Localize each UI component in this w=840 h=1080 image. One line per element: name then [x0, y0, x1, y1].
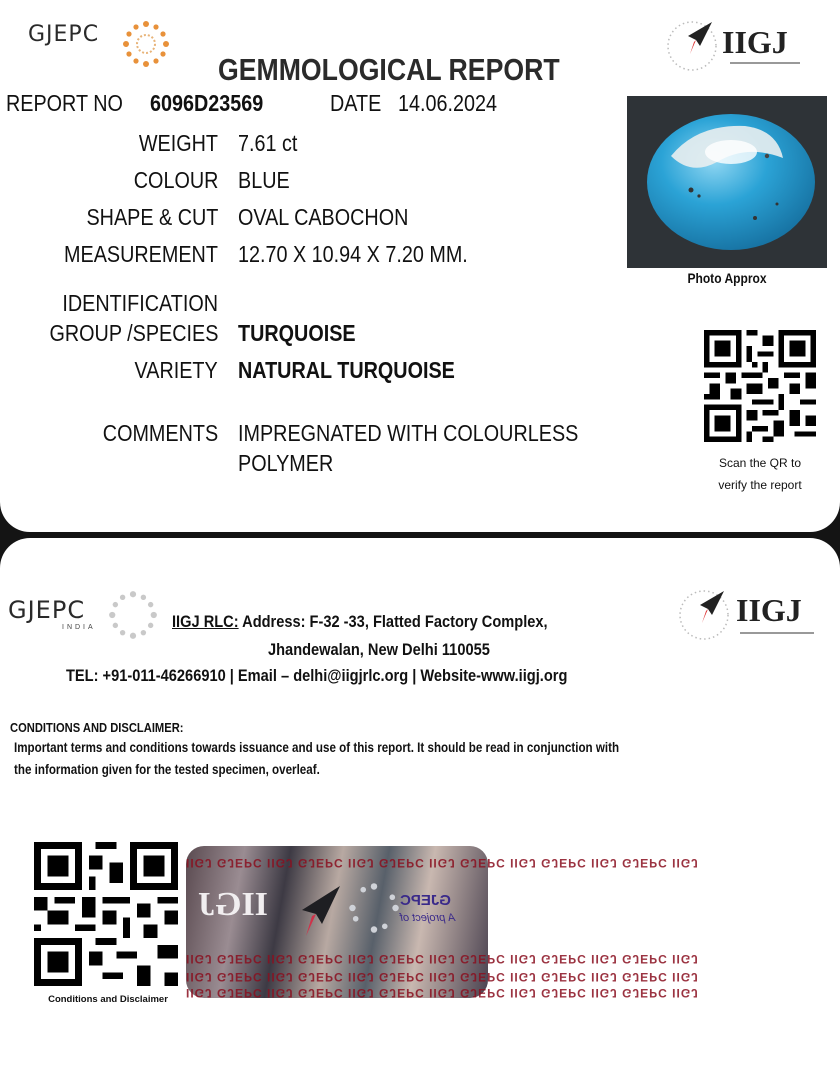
iigj-emblem-icon [660, 14, 730, 74]
conditions-line-1-text: Important terms and conditions towards issuance and use of this report. It should be read in conjunction with [14, 740, 620, 755]
comments-label-text: COMMENTS [102, 420, 218, 446]
back-gjepc-emblem-icon [106, 588, 160, 642]
hologram-row-4: IIGJ GJEPC IIGJ GJEPC IIGJ GJEPC IIGJ GJEPC IIGJ GJEPC IIGJ GJEPC IIGJ [186, 986, 699, 1000]
measurement-value-text: 12.70 X 10.94 X 7.20 MM. [238, 241, 468, 267]
back-gjepc-logo [8, 596, 85, 624]
weight-value-text: 7.61 ct [238, 130, 298, 156]
hologram-row-1: IIGJ GJEPC IIGJ GJEPC IIGJ GJEPC IIGJ GJEPC IIGJ GJEPC IIGJ GJEPC IIGJ [186, 856, 699, 870]
report-no-label [6, 90, 142, 117]
contact-line [66, 666, 649, 686]
back-iigj-logo [736, 592, 802, 629]
group-label [22, 320, 218, 347]
iigj-logo-text: IIGJ [722, 24, 788, 60]
conditions-qr-caption [28, 994, 188, 1005]
hologram-tag-text: A project of [400, 912, 456, 924]
address-label: IIGJ RLC: [172, 612, 239, 631]
measurement-label-text: MEASUREMENT [64, 241, 218, 267]
report-back-card [0, 538, 840, 1080]
group-value-text: TURQUOISE [238, 320, 356, 346]
back-gjepc-logo-text: GJEPC [8, 596, 86, 624]
conditions-qr-caption-text: Conditions and Disclaimer [48, 994, 168, 1005]
gjepc-logo [28, 22, 99, 47]
address-line-2-text: Jhandewalan, New Delhi 110055 [268, 640, 490, 659]
iigj-logo [722, 24, 788, 61]
photo-caption [627, 270, 827, 286]
weight-value [238, 130, 307, 157]
conditions-line-2 [14, 762, 370, 777]
back-iigj-emblem-icon [672, 582, 742, 644]
shape-label [65, 204, 218, 231]
gjepc-emblem-icon [120, 18, 172, 70]
back-gjepc-sub: INDIA [62, 624, 96, 631]
variety-value-text: NATURAL TURQUOISE [238, 357, 455, 383]
comments-line-1-text: IMPREGNATED WITH COLOURLESS [238, 420, 579, 446]
colour-value-text: BLUE [238, 167, 290, 193]
conditions-qr-code[interactable] [34, 842, 178, 986]
back-iigj-logo-text: IIGJ [736, 592, 802, 628]
identification-label [37, 290, 218, 317]
shape-value-text: OVAL CABOCHON [238, 204, 409, 230]
group-label-text: GROUP /SPECIES [49, 320, 218, 346]
address-line-2 [268, 640, 526, 660]
qr-caption-line-1: Scan the QR to [718, 456, 802, 470]
photo-caption-text: Photo Approx [687, 270, 767, 286]
comments-label [84, 420, 218, 447]
address-line-1-text: Address: F-32 -33, Flatted Factory Complex, [242, 612, 548, 631]
colour-label-text: COLOUR [133, 167, 218, 193]
hologram-iigj-text: IIGJ [198, 886, 268, 923]
variety-label-text: VARIETY [134, 357, 218, 383]
hologram-row-2: IIGJ GJEPC IIGJ GJEPC IIGJ GJEPC IIGJ GJEPC IIGJ GJEPC IIGJ GJEPC IIGJ [186, 952, 699, 966]
address-line-1 [172, 612, 609, 632]
colour-label [120, 167, 218, 194]
qr-caption-line-2: verify the report [718, 478, 802, 492]
shape-label-text: SHAPE & CUT [86, 204, 218, 230]
variety-value [238, 357, 490, 384]
identification-label-text: IDENTIFICATION [62, 290, 218, 316]
weight-label [126, 130, 218, 157]
date-label [330, 90, 390, 117]
conditions-line-2-text: the information given for the tested specimen, overleaf. [14, 762, 320, 777]
hologram-emblem-icon [282, 876, 352, 946]
colour-value [238, 167, 298, 194]
back-iigj-logo-underline [740, 632, 814, 634]
verify-qr-code[interactable] [704, 330, 816, 442]
gjepc-logo-text: GJEPC [28, 22, 100, 47]
variety-label [121, 357, 218, 384]
conditions-heading [10, 720, 212, 735]
comments-line-1 [238, 420, 634, 447]
report-no-label-text: REPORT NO [6, 90, 123, 116]
report-front-card [0, 0, 840, 532]
weight-label-text: WEIGHT [138, 130, 218, 156]
comments-line-2-text: POLYMER [238, 450, 334, 476]
measurement-value [238, 241, 505, 268]
date-label-text: DATE [330, 90, 382, 116]
date-value-text: 14.06.2024 [398, 90, 498, 116]
security-hologram [186, 846, 699, 1000]
measurement-label [39, 241, 218, 268]
conditions-line-1 [14, 740, 718, 755]
hologram-gjepc-icon [346, 880, 402, 936]
turquoise-gem-icon [627, 96, 827, 268]
group-value [238, 320, 375, 347]
report-title-text: GEMMOLOGICAL REPORT [218, 52, 560, 87]
shape-value [238, 204, 436, 231]
report-no-value-text: 6096D23569 [150, 90, 264, 116]
comments-line-2 [238, 450, 349, 477]
hologram-row-3: IIGJ GJEPC IIGJ GJEPC IIGJ GJEPC IIGJ GJEPC IIGJ GJEPC IIGJ GJEPC IIGJ [186, 970, 699, 984]
qr-caption [690, 452, 830, 496]
gem-photo [627, 96, 827, 268]
report-title [218, 52, 615, 88]
date-value [398, 90, 513, 117]
hologram-gjepc-text: GJEPC [400, 892, 451, 909]
report-no-value [150, 90, 282, 117]
iigj-logo-underline [730, 62, 800, 64]
contact-line-text: TEL: +91-011-46266910 | Email – delhi@iigjrlc.org | Website-www.iigj.org [66, 666, 568, 685]
conditions-heading-text: CONDITIONS AND DISCLAIMER: [10, 720, 184, 735]
